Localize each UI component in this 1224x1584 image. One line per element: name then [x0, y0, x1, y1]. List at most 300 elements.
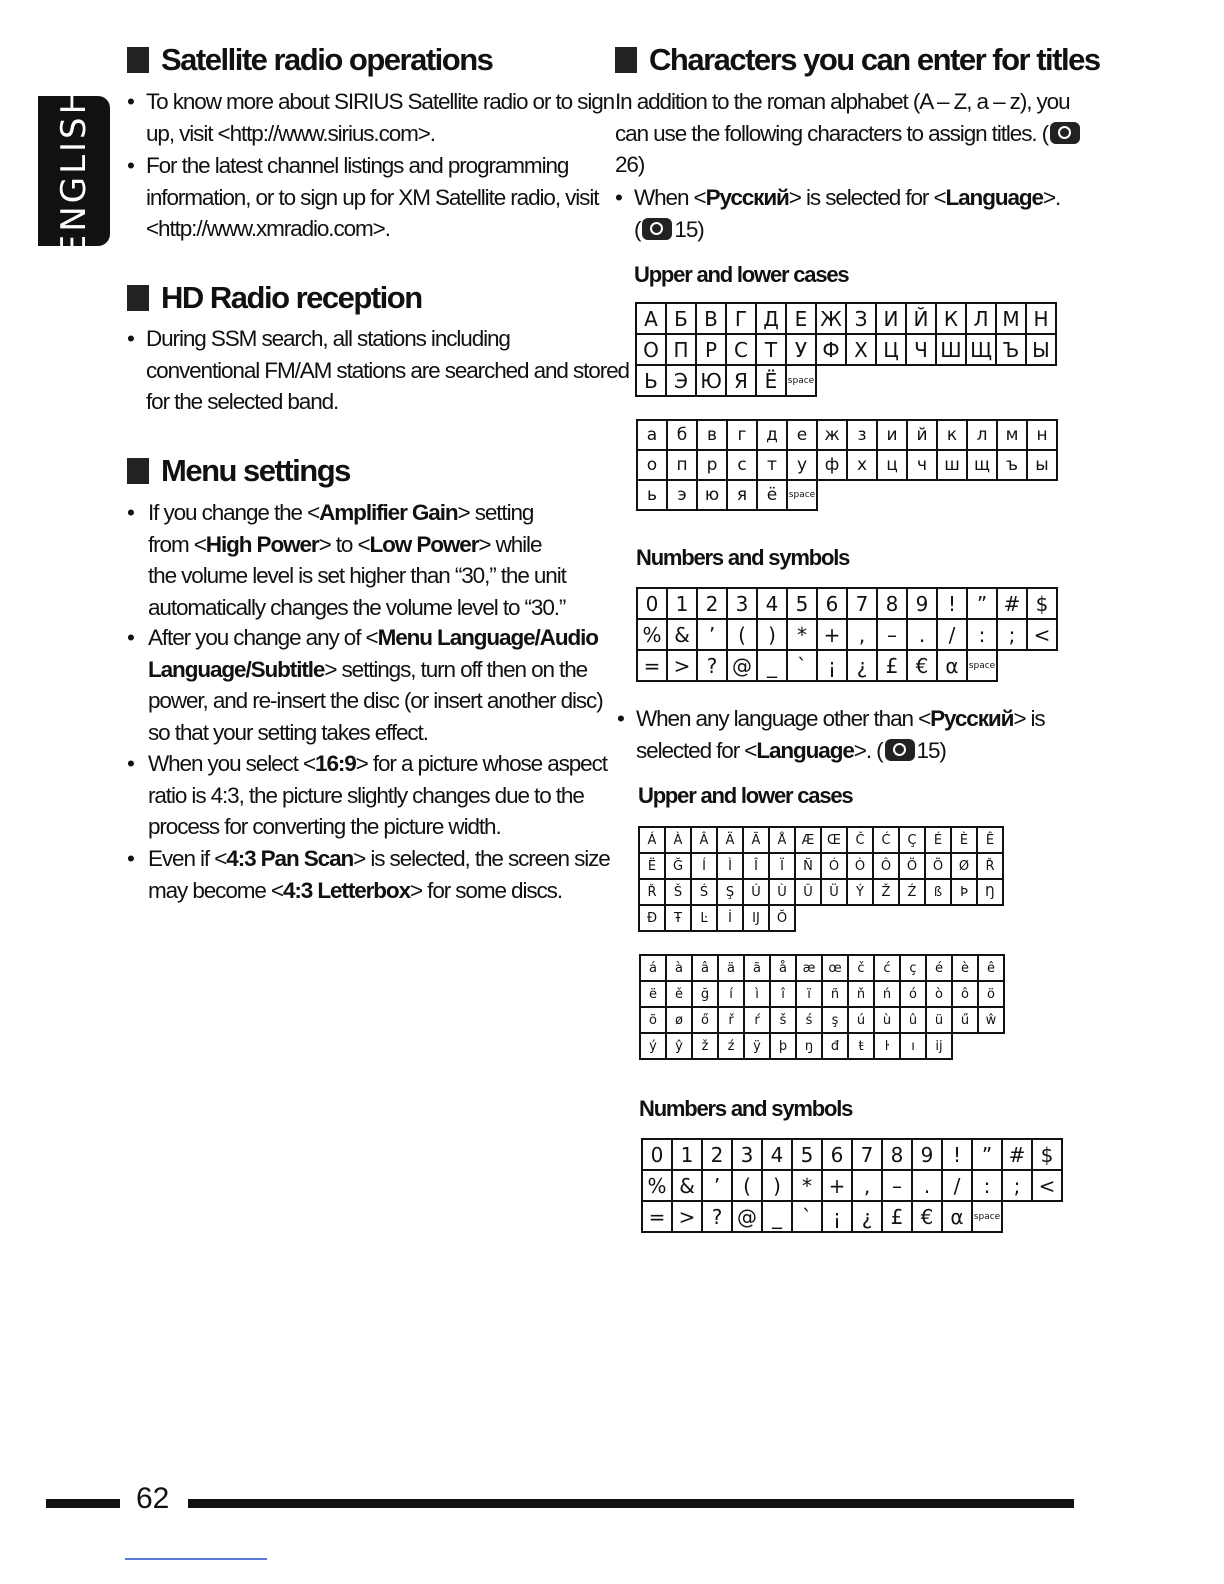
char-cell: õ	[640, 1007, 666, 1033]
char-cell: Ø	[951, 853, 977, 879]
char-cell: Ì	[717, 853, 743, 879]
char-cell: 6	[822, 1139, 852, 1170]
char-row	[639, 905, 1003, 931]
char-cell: é	[926, 955, 952, 981]
char-cell: щ	[967, 450, 997, 480]
char-row	[637, 450, 1057, 480]
char-cell: у	[787, 450, 817, 480]
char-cell: Е	[786, 303, 816, 334]
char-cell: #	[1002, 1139, 1032, 1170]
char-cell: ŵ	[978, 1007, 1004, 1033]
cyrillic-upper-table	[635, 302, 1057, 397]
char-cell: Ó	[821, 853, 847, 879]
char-cell: (	[727, 619, 757, 650]
char-cell: Þ	[951, 879, 977, 905]
char-cell: Ü	[821, 879, 847, 905]
char-cell: <	[1032, 1170, 1062, 1201]
char-cell: Т	[756, 334, 786, 365]
char-cell: û	[900, 1007, 926, 1033]
empty-cell	[977, 905, 1003, 931]
char-cell: IJ	[743, 905, 769, 931]
char-cell: ù	[874, 1007, 900, 1033]
empty-cell	[1027, 650, 1057, 681]
char-cell: Ё	[756, 365, 786, 396]
char-cell: ”	[972, 1139, 1002, 1170]
empty-cell	[876, 365, 906, 396]
char-cell: đ	[822, 1033, 848, 1059]
char-cell: )	[762, 1170, 792, 1201]
char-cell: .	[912, 1170, 942, 1201]
char-cell: Å	[769, 827, 795, 853]
char-cell: Æ	[795, 827, 821, 853]
char-cell: ¿	[852, 1201, 882, 1232]
char-cell: Ř	[977, 853, 1003, 879]
satellite-bullet-2: • For the latest channel listings and programming information, or to sign up for XM Satellite radio, visit <http://www.xmradio.com>.	[127, 153, 599, 241]
char-cell: 5	[787, 588, 817, 619]
char-cell: Ć	[873, 827, 899, 853]
char-cell: >	[672, 1201, 702, 1232]
char-cell: и	[877, 420, 907, 450]
char-row	[640, 955, 1004, 981]
latin-upper-table	[638, 826, 1004, 932]
char-cell: @	[727, 650, 757, 681]
char-cell: Ъ	[996, 334, 1026, 365]
char-cell: _	[762, 1201, 792, 1232]
char-cell: Ù	[769, 879, 795, 905]
char-cell: Ź	[899, 879, 925, 905]
char-cell: space	[972, 1201, 1002, 1232]
char-cell: 0	[642, 1139, 672, 1170]
char-cell: č	[848, 955, 874, 981]
char-cell: ÿ	[744, 1033, 770, 1059]
char-cell: У	[786, 334, 816, 365]
latin-cases-subheading: Upper and lower cases	[638, 783, 853, 808]
char-cell: Ç	[899, 827, 925, 853]
char-cell: Д	[756, 303, 786, 334]
empty-cell	[795, 905, 821, 931]
hd-bullet-1: • During SSM search, all stations including conventional FM/AM stations are searched and stored for the selected band.	[127, 326, 629, 414]
char-cell: α	[937, 650, 967, 681]
char-cell: ё	[757, 480, 787, 510]
menu-settings-heading: Menu settings	[127, 453, 350, 489]
char-cell: ’	[697, 619, 727, 650]
char-cell: Û	[795, 879, 821, 905]
char-cell: с	[727, 450, 757, 480]
footer-blue-line	[125, 1558, 267, 1560]
char-cell: Č	[847, 827, 873, 853]
char-cell: $	[1032, 1139, 1062, 1170]
char-cell: £	[882, 1201, 912, 1232]
char-cell: Г	[726, 303, 756, 334]
heading-square-icon	[127, 285, 149, 311]
char-cell: б	[667, 420, 697, 450]
char-cell: ч	[907, 450, 937, 480]
char-cell: Ŋ	[977, 879, 1003, 905]
empty-cell	[967, 480, 997, 510]
char-cell: á	[640, 955, 666, 981]
char-cell: 4	[762, 1139, 792, 1170]
empty-cell	[1027, 480, 1057, 510]
char-cell: Ц	[876, 334, 906, 365]
char-cell: ñ	[822, 981, 848, 1007]
char-cell: ő	[692, 1007, 718, 1033]
char-cell: ŧ	[848, 1033, 874, 1059]
empty-cell	[936, 365, 966, 396]
char-cell: Ò	[847, 853, 873, 879]
heading-square-icon	[615, 47, 637, 73]
char-cell: Š	[665, 879, 691, 905]
char-cell: М	[996, 303, 1026, 334]
char-cell: Ë	[639, 853, 665, 879]
char-cell: 2	[697, 588, 727, 619]
char-cell: в	[697, 420, 727, 450]
char-cell: €	[907, 650, 937, 681]
char-cell: `	[787, 650, 817, 681]
char-cell: /	[942, 1170, 972, 1201]
char-cell: :	[967, 619, 997, 650]
empty-cell	[847, 480, 877, 510]
char-cell: !	[942, 1139, 972, 1170]
char-cell: 9	[907, 588, 937, 619]
char-cell: È	[951, 827, 977, 853]
char-cell: 2	[702, 1139, 732, 1170]
empty-cell	[952, 1033, 978, 1059]
char-cell: Ú	[743, 879, 769, 905]
char-cell: 9	[912, 1139, 942, 1170]
char-cell: а	[637, 420, 667, 450]
char-cell: =	[637, 650, 667, 681]
language-tab-label: ENGLISH	[54, 85, 94, 257]
char-cell: %	[642, 1170, 672, 1201]
hd-radio-heading: HD Radio reception	[127, 280, 422, 316]
numbers-symbols-table-2	[641, 1138, 1063, 1233]
char-cell: ŋ	[796, 1033, 822, 1059]
empty-cell	[978, 1033, 1004, 1059]
empty-cell	[906, 365, 936, 396]
char-cell: я	[727, 480, 757, 510]
char-cell: ú	[848, 1007, 874, 1033]
char-cell: 7	[852, 1139, 882, 1170]
char-cell: к	[937, 420, 967, 450]
char-cell: &	[672, 1170, 702, 1201]
char-cell: 8	[882, 1139, 912, 1170]
numbers-symbols-subheading-1: Numbers and symbols	[636, 545, 850, 570]
empty-cell	[847, 905, 873, 931]
char-cell: 5	[792, 1139, 822, 1170]
language-tab	[38, 85, 110, 257]
char-cell: Б	[666, 303, 696, 334]
char-cell: ž	[692, 1033, 718, 1059]
char-cell: 6	[817, 588, 847, 619]
numbers-symbols-table-1	[636, 587, 1058, 682]
char-cell: Í	[691, 853, 717, 879]
menu-bullet-2: • After you change any of <Menu Language/Audio Language/Subtitle> settings, turn off then on the power, and re-insert the disc (or insert another disc) so that your setting takes effect.	[127, 625, 603, 745]
char-cell: è	[952, 955, 978, 981]
empty-cell	[937, 480, 967, 510]
char-row	[637, 588, 1057, 619]
reference-magnifier-icon	[885, 739, 915, 761]
char-cell: ’	[702, 1170, 732, 1201]
char-cell: О	[636, 334, 666, 365]
char-cell: ß	[925, 879, 951, 905]
char-cell: д	[757, 420, 787, 450]
char-cell: Î	[743, 853, 769, 879]
char-row	[639, 879, 1003, 905]
char-cell: В	[696, 303, 726, 334]
footer-rule-right	[188, 1499, 1074, 1508]
char-cell: ì	[744, 981, 770, 1007]
char-cell: ň	[848, 981, 874, 1007]
char-row	[636, 334, 1056, 365]
char-cell: р	[697, 450, 727, 480]
empty-cell	[1026, 365, 1056, 396]
char-cell: ?	[697, 650, 727, 681]
char-cell: П	[666, 334, 696, 365]
char-cell: ń	[874, 981, 900, 1007]
char-cell: ij	[926, 1033, 952, 1059]
char-cell: Ñ	[795, 853, 821, 879]
char-cell: ;	[1002, 1170, 1032, 1201]
heading-square-icon	[127, 458, 149, 484]
char-cell: Ч	[906, 334, 936, 365]
char-row	[636, 303, 1056, 334]
char-row	[640, 1007, 1004, 1033]
empty-cell	[877, 480, 907, 510]
footer-rule-left	[46, 1499, 120, 1508]
char-cell: Ş	[717, 879, 743, 905]
other-language-bullet: • When any language other than <Русский> is selected for <Language>. ( 15)	[617, 706, 1045, 763]
char-cell: Â	[691, 827, 717, 853]
char-cell: œ	[822, 955, 848, 981]
char-cell: â	[692, 955, 718, 981]
char-cell: К	[936, 303, 966, 334]
heading-square-icon	[127, 47, 149, 73]
characters-heading: Characters you can enter for titles	[615, 42, 1100, 78]
empty-cell	[873, 905, 899, 931]
char-cell: Ô	[873, 853, 899, 879]
char-cell: &	[667, 619, 697, 650]
char-cell: х	[847, 450, 877, 480]
char-row	[640, 1033, 1004, 1059]
empty-cell	[1002, 1201, 1032, 1232]
char-cell: ы	[1027, 450, 1057, 480]
char-cell: space	[787, 480, 817, 510]
char-cell: п	[667, 450, 697, 480]
char-cell: –	[877, 619, 907, 650]
char-cell: α	[942, 1201, 972, 1232]
char-cell: %	[637, 619, 667, 650]
char-cell: ã	[744, 955, 770, 981]
char-cell: Ж	[816, 303, 846, 334]
char-cell: 7	[847, 588, 877, 619]
char-cell: Х	[846, 334, 876, 365]
char-cell: $	[1027, 588, 1057, 619]
char-cell: ś	[796, 1007, 822, 1033]
char-cell: –	[882, 1170, 912, 1201]
char-cell: ж	[817, 420, 847, 450]
char-cell: ä	[718, 955, 744, 981]
char-cell: Ф	[816, 334, 846, 365]
char-row	[642, 1139, 1062, 1170]
char-cell: Œ	[821, 827, 847, 853]
empty-cell	[846, 365, 876, 396]
char-cell: Ï	[769, 853, 795, 879]
char-cell: ¡	[817, 650, 847, 681]
satellite-bullet-1: • To know more about SIRIUS Satellite radio or to sign up, visit <http://www.sirius.com>.	[127, 89, 615, 146]
char-cell: А	[636, 303, 666, 334]
empty-cell	[997, 480, 1027, 510]
char-cell: ě	[666, 981, 692, 1007]
char-cell: ь	[637, 480, 667, 510]
char-cell: Ř	[639, 879, 665, 905]
char-cell: ”	[967, 588, 997, 619]
char-cell: 0	[637, 588, 667, 619]
char-cell: ö	[978, 981, 1004, 1007]
char-cell: ı	[900, 1033, 926, 1059]
char-cell: й	[907, 420, 937, 450]
char-cell: *	[787, 619, 817, 650]
char-cell: í	[718, 981, 744, 1007]
char-cell: З	[846, 303, 876, 334]
char-cell: 3	[727, 588, 757, 619]
cyrillic-cases-subheading: Upper and lower cases	[634, 262, 849, 287]
char-cell: ш	[937, 450, 967, 480]
char-cell: _	[757, 650, 787, 681]
char-cell: !	[937, 588, 967, 619]
char-cell: å	[770, 955, 796, 981]
char-cell: =	[642, 1201, 672, 1232]
char-cell: 1	[667, 588, 697, 619]
char-cell: @	[732, 1201, 762, 1232]
char-cell: ŕ	[744, 1007, 770, 1033]
char-cell: ş	[822, 1007, 848, 1033]
char-cell: Ś	[691, 879, 717, 905]
char-cell: Р	[696, 334, 726, 365]
empty-cell	[925, 905, 951, 931]
char-cell: ò	[926, 981, 952, 1007]
char-cell: <	[1027, 619, 1057, 650]
char-row	[637, 650, 1057, 681]
char-cell: *	[792, 1170, 822, 1201]
char-cell: ř	[718, 1007, 744, 1033]
char-row	[640, 981, 1004, 1007]
char-cell: ŷ	[666, 1033, 692, 1059]
empty-cell	[817, 480, 847, 510]
empty-cell	[997, 650, 1027, 681]
char-cell: ø	[666, 1007, 692, 1033]
char-cell: е	[787, 420, 817, 450]
page-number: 62	[136, 1482, 170, 1515]
char-cell: (	[732, 1170, 762, 1201]
char-cell: £	[877, 650, 907, 681]
char-cell: о	[637, 450, 667, 480]
char-cell: Ö	[899, 853, 925, 879]
char-cell: ý	[640, 1033, 666, 1059]
char-cell: ü	[926, 1007, 952, 1033]
char-cell: л	[967, 420, 997, 450]
latin-lower-table	[639, 954, 1005, 1060]
empty-cell	[899, 905, 925, 931]
char-row	[637, 480, 1057, 510]
char-cell: š	[770, 1007, 796, 1033]
russian-bullet: • When <Русский> is selected for <Language>. ( 15)	[615, 185, 1061, 242]
char-cell: ¿	[847, 650, 877, 681]
char-cell: Ê	[977, 827, 1003, 853]
menu-bullet-4: • Even if <4:3 Pan Scan> is selected, the screen size may become <4:3 Letterbox> for some discs.	[127, 846, 610, 903]
empty-cell	[996, 365, 1026, 396]
char-row	[642, 1201, 1062, 1232]
char-cell: 3	[732, 1139, 762, 1170]
char-row	[642, 1170, 1062, 1201]
char-cell: +	[822, 1170, 852, 1201]
char-cell: ю	[697, 480, 727, 510]
char-cell: Ã	[743, 827, 769, 853]
menu-bullet-3: • When you select <16:9> for a picture whose aspect ratio is 4:3, the picture slightly changes due to the process for converting the picture width.	[127, 751, 607, 839]
char-cell: Ð	[639, 905, 665, 931]
menu-bullet-1: • If you change the <Amplifier Gain> setting from <High Power> to <Low Power> while the volume level is set higher than “30,” the unit automatically changes the volume level to “30.”	[127, 500, 566, 620]
char-cell: т	[757, 450, 787, 480]
char-cell: Л	[966, 303, 996, 334]
char-cell: Ь	[636, 365, 666, 396]
char-cell: ï	[796, 981, 822, 1007]
char-cell: Ä	[717, 827, 743, 853]
char-row	[637, 420, 1057, 450]
char-cell: +	[817, 619, 847, 650]
satellite-heading: Satellite radio operations	[127, 42, 492, 78]
char-cell: :	[972, 1170, 1002, 1201]
intro-paragraph: In addition to the roman alphabet (A – Z, a – z), you can use the following characters to assign titles. ( 26)	[615, 86, 1082, 181]
empty-cell	[821, 905, 847, 931]
char-cell: Á	[639, 827, 665, 853]
char-cell: Й	[906, 303, 936, 334]
char-cell: `	[792, 1201, 822, 1232]
char-cell: ъ	[997, 450, 1027, 480]
char-cell: þ	[770, 1033, 796, 1059]
char-cell: э	[667, 480, 697, 510]
char-cell: î	[770, 981, 796, 1007]
char-cell: Ŧ	[665, 905, 691, 931]
char-cell: ?	[702, 1201, 732, 1232]
char-cell: ;	[997, 619, 1027, 650]
char-cell: ć	[874, 955, 900, 981]
char-cell: ф	[817, 450, 847, 480]
char-cell: /	[937, 619, 967, 650]
char-cell: Ý	[847, 879, 873, 905]
char-cell: >	[667, 650, 697, 681]
char-cell: ô	[952, 981, 978, 1007]
char-cell: Э	[666, 365, 696, 396]
empty-cell	[816, 365, 846, 396]
char-cell: É	[925, 827, 951, 853]
char-cell: ¡	[822, 1201, 852, 1232]
char-cell: ç	[900, 955, 926, 981]
char-cell: ,	[847, 619, 877, 650]
char-cell: Я	[726, 365, 756, 396]
cyrillic-lower-table	[636, 419, 1058, 511]
char-cell: 1	[672, 1139, 702, 1170]
char-row	[639, 853, 1003, 879]
empty-cell	[966, 365, 996, 396]
char-cell: æ	[796, 955, 822, 981]
char-cell: Н	[1026, 303, 1056, 334]
reference-magnifier-icon	[642, 218, 672, 240]
char-cell: ë	[640, 981, 666, 1007]
reference-magnifier-icon	[1050, 122, 1080, 144]
char-cell: И	[876, 303, 906, 334]
char-cell: Õ	[925, 853, 951, 879]
char-cell: Ŀ	[691, 905, 717, 931]
char-cell: з	[847, 420, 877, 450]
